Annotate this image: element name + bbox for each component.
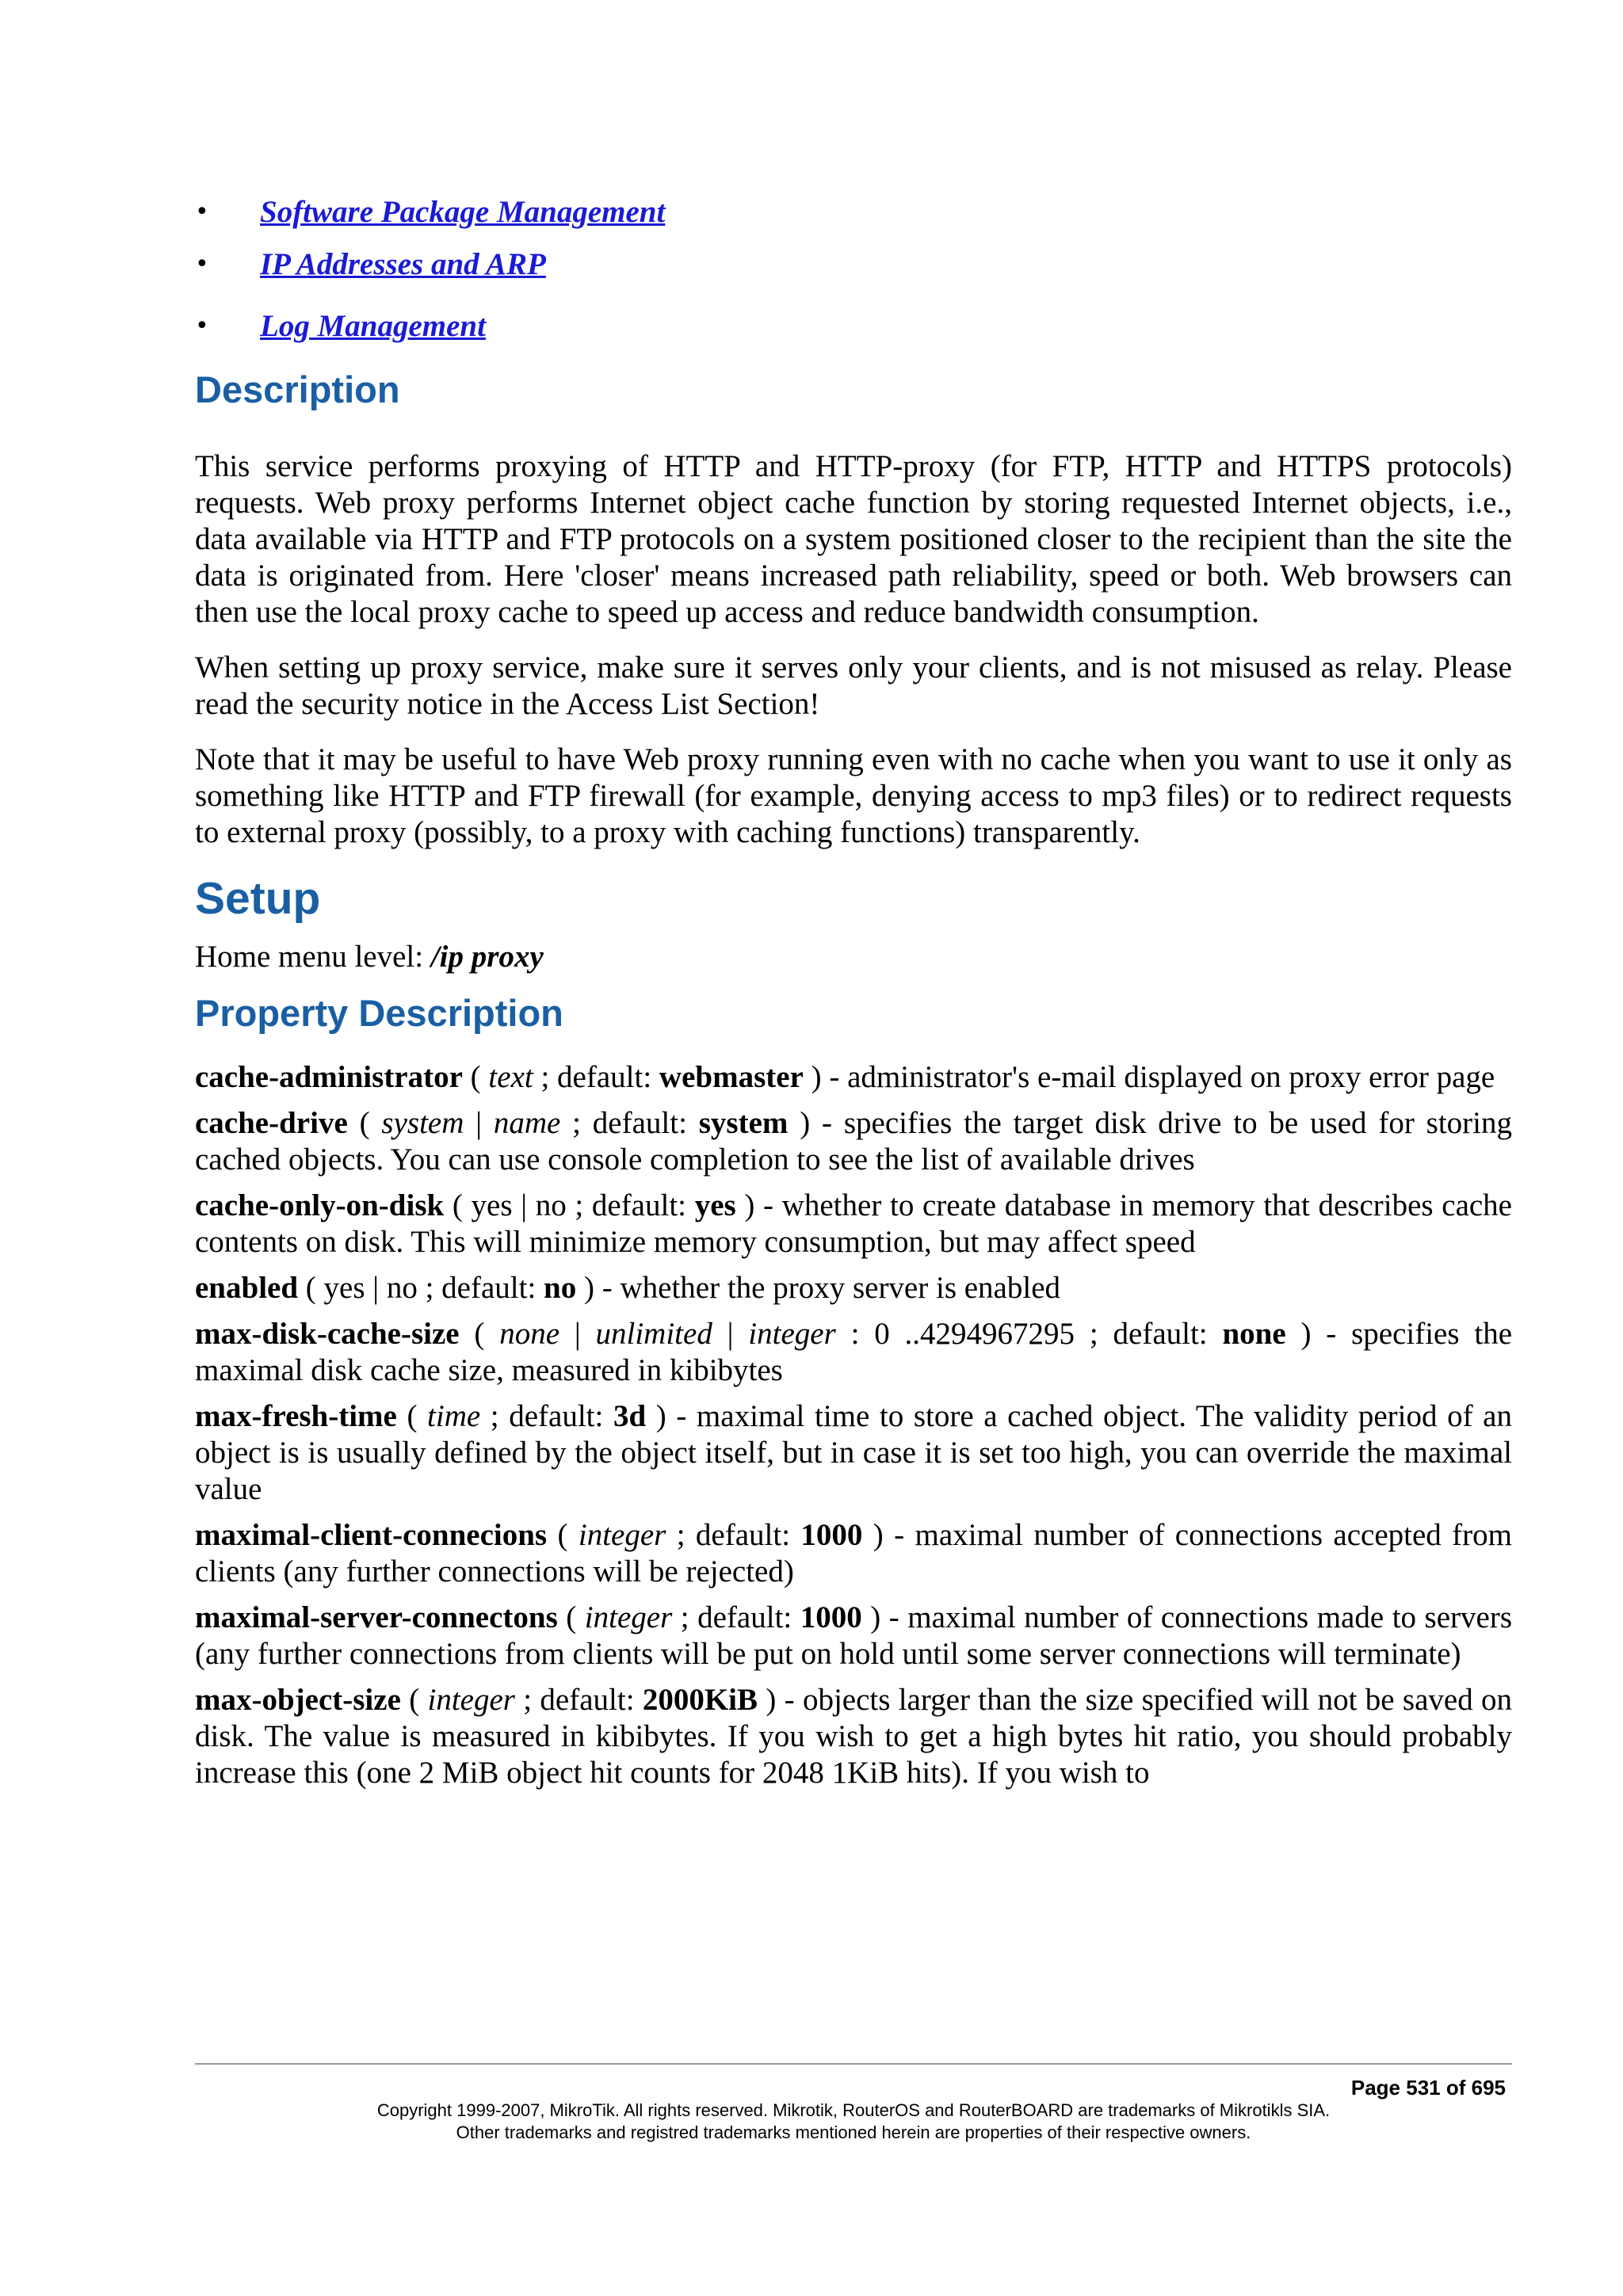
copyright-line-1: Copyright 1999-2007, MikroTik. All rights reserved. Mikrotik, RouterOS and RouterBOARD are trademarks of Mikrotikls SIA. [376,2100,1331,2120]
property-default: no [544,1271,577,1306]
setup-heading: Setup [195,873,321,925]
property-type-plain: yes | no [323,1271,418,1306]
menu-level-label: Home menu level: [195,939,431,974]
property-desc: specifies the maximal disk cache size, measured in kibibytes [195,1317,1512,1388]
property-default: 1000 [800,1600,862,1635]
property-desc: maximal time to store a cached object. The validity period of an object is is usually defined by the object itself, but in case it is set too high, you can override the maximal value [195,1399,1512,1507]
property-item: cache-only-on-disk ( yes | no ; default: yes ) - whether to create database in memory that describes cache contents on disk. This will minimize memory consumption, but may affect speed [195,1188,1512,1260]
property-item: maximal-server-connectons ( integer ; default: 1000 ) - maximal number of connections made to servers (any further connections from clients will be put on hold until some server connections will terminate) [195,1600,1512,1672]
property-name: maximal-server-connectons [195,1600,558,1635]
property-default: none [1222,1317,1286,1352]
property-name: cache-only-on-disk [195,1188,445,1223]
link-log-management[interactable]: Log Management [260,309,486,343]
link-software-package-management[interactable]: Software Package Management [260,195,666,229]
property-type: integer [584,1600,673,1635]
copyright-line-2: Other trademarks and registred trademarks mentioned herein are properties of their respective owners. [456,2122,1251,2142]
property-type: name [493,1106,561,1141]
property-item: max-fresh-time ( time ; default: 3d ) - maximal time to store a cached object. The validity period of an object is is usually defined by the object itself, but in case it is set too high, you can override the maximal value [195,1399,1512,1507]
property-name: cache-administrator [195,1060,463,1095]
property-list [195,1059,1512,1791]
property-desc: maximal number of connections made to servers (any further connections from clients will be put on hold until some server connections will terminate) [195,1600,1512,1672]
description-heading: Description [195,368,400,410]
property-type-plain: : 0 ..4294967295 [835,1317,1075,1352]
list-item [195,193,1512,231]
property-name: max-disk-cache-size [195,1317,460,1352]
property-name: max-fresh-time [195,1399,397,1434]
description-paragraph-1: This service performs proxying of HTTP and HTTP-proxy (for FTP, HTTP and HTTPS protocols) requests. Web proxy performs Internet object cache function by storing requested Internet objects, i.e., data available via HTTP and FTP protocols on a system positioned closer to the recipient than the site the data is originated from. Here 'closer' means increased path reliability, speed or both. Web browsers can then use the local proxy cache to speed up access and reduce bandwidth consumption. [195,449,1512,630]
page-number: Page 531 of 695 [1350,2076,1506,2100]
description-paragraph-2: When setting up proxy service, make sure it serves only your clients, and is not misused as relay. Please read the security notice in the Access List Section! [195,650,1512,722]
bullet-icon: • [195,250,209,278]
property-item: max-object-size ( integer ; default: 2000KiB ) - objects larger than the size specified will not be saved on disk. The value is measured in kibibytes. If you wish to get a high bytes hit ratio, you should probably increase this (one 2 MiB object hit counts for 2048 1KiB hits). If you wish to [195,1683,1512,1791]
property-default: 1000 [800,1518,863,1553]
property-type: unlimited [595,1317,712,1352]
property-type: time [427,1399,481,1434]
property-type: integer [748,1317,836,1352]
bullet-icon: • [195,198,209,226]
property-item: cache-administrator ( text ; default: webmaster ) - administrator's e-mail displayed on proxy error page [195,1060,1495,1095]
property-type: integer [427,1683,515,1718]
property-default: 3d [613,1399,647,1434]
property-type: system [381,1106,464,1141]
property-default: yes [694,1188,736,1223]
property-type-plain: yes | no [471,1188,567,1223]
property-name: cache-drive [195,1106,348,1141]
bullet-icon: • [195,312,209,340]
link-ip-addresses-and-arp[interactable]: IP Addresses and ARP [260,247,546,281]
property-default: system [698,1106,789,1141]
property-type: text [488,1060,533,1095]
property-item: maximal-client-connecions ( integer ; default: 1000 ) - maximal number of connections accepted from clients (any further connections will be rejected) [195,1518,1512,1589]
property-desc: whether to create database in memory that describes cache contents on disk. This will minimize memory consumption, but may affect speed [195,1188,1512,1260]
property-name: maximal-client-connecions [195,1518,548,1553]
list-item [195,246,1512,284]
property-desc: maximal number of connections accepted from clients (any further connections will be rejected) [195,1518,1512,1589]
property-type: none [499,1317,560,1352]
related-links-list [195,193,1512,345]
property-item: max-disk-cache-size ( none | unlimited | integer : 0 ..4294967295 ; default: none ) - specifies the maximal disk cache size, measured in kibibytes [195,1317,1512,1388]
page-footer [195,2063,1512,2144]
property-default: webmaster [659,1060,804,1095]
property-desc: whether the proxy server is enabled [620,1271,1061,1306]
property-description-heading: Property Description [195,991,563,1034]
property-type: integer [578,1518,666,1553]
menu-path: /ip proxy [430,939,544,974]
description-paragraph-3: Note that it may be useful to have Web proxy running even with no cache when you want to use it only as something like HTTP and FTP firewall (for example, denying access to mp3 files) or to redirect requests to external proxy (possibly, to a proxy with caching functions) transparently. [195,742,1512,850]
property-desc: administrator's e-mail displayed on proxy error page [847,1060,1495,1095]
property-name: enabled [195,1271,299,1306]
property-desc: objects larger than the size specified will not be saved on disk. The value is measured in kibibytes. If you wish to get a high bytes hit ratio, you should probably increase this (one 2 MiB object hit counts for 2048 1KiB hits). If you wish to [195,1683,1512,1791]
property-name: max-object-size [195,1683,401,1718]
property-desc: specifies the target disk drive to be used for storing cached objects. You can use console completion to see the list of available drives [195,1106,1512,1177]
footer-divider [195,2063,1512,2065]
list-item [195,307,1512,345]
page-content [195,193,1512,1791]
property-item: enabled ( yes | no ; default: no ) - whether the proxy server is enabled [195,1271,1061,1306]
property-item: cache-drive ( system | name ; default: system ) - specifies the target disk drive to be used for storing cached objects. You can use console completion to see the list of available drives [195,1106,1512,1177]
menu-level-line [195,939,1512,975]
property-default: 2000KiB [642,1683,758,1718]
